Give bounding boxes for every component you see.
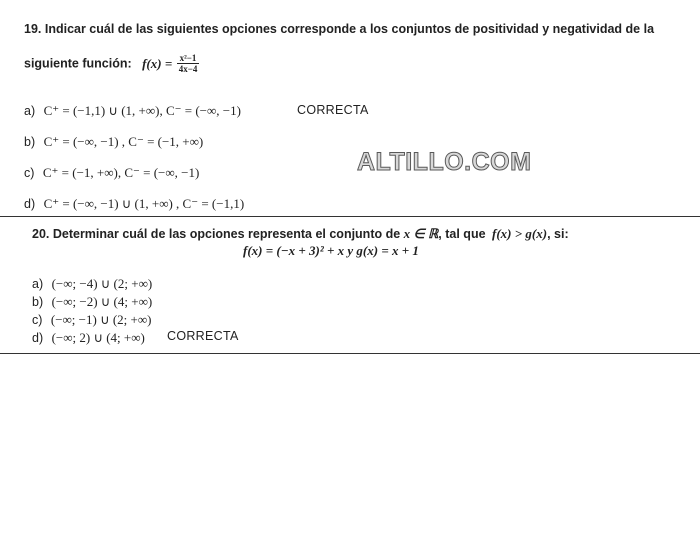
q20-intro-math: x ∈ ℝ [403,226,439,241]
q19-function-line [24,53,199,74]
q20-option-a [32,275,152,293]
q20-intro-c: , si: [547,227,569,241]
option-letter: d) [24,197,36,211]
q19-frac-denominator: 4x−4 [178,64,198,74]
q19-option-d [24,195,244,213]
q19-option-b [24,133,203,151]
option-math: (−∞; 2) ∪ (4; +∞) [51,330,145,345]
q19-func-lhs: f(x) = [142,55,173,71]
option-math: C⁺ = (−1,1) ∪ (1, +∞), C⁻ = (−∞, −1) [43,103,241,118]
option-letter: a) [24,104,36,118]
option-letter: a) [32,277,44,291]
divider [0,353,700,354]
q20-intro-condition: f(x) > g(x) [492,226,548,241]
q19-correct-mark: CORRECTA [297,103,369,117]
divider [0,216,700,217]
q20-option-d [32,329,145,347]
q20-functions: f(x) = (−x + 3)² + x y g(x) = x + 1 [243,243,419,258]
q19-func-label: siguiente función: [24,56,132,71]
option-math: C⁺ = (−∞, −1) ∪ (1, +∞) , C⁻ = (−1,1) [43,196,245,211]
option-math: (−∞; −1) ∪ (2; +∞) [50,312,152,327]
option-letter: c) [32,313,43,327]
q20-option-b [32,293,152,311]
option-letter: d) [32,331,44,345]
q19-frac-numerator: x²−1 [177,53,200,64]
option-letter: b) [32,295,44,309]
q19-intro: 19. Indicar cuál de las siguientes opciones corresponde a los conjuntos de positividad y negatividad de la [24,22,655,36]
option-math: C⁺ = (−∞, −1) , C⁻ = (−1, +∞) [43,134,204,149]
q20-correct-mark: CORRECTA [167,329,239,343]
q20-option-c [32,311,151,329]
q19-option-c [24,164,199,182]
option-letter: c) [24,166,35,180]
option-math: C⁺ = (−1, +∞), C⁻ = (−∞, −1) [42,165,200,180]
q20-intro-b: , tal que [438,227,486,241]
option-letter: b) [24,135,36,149]
q19-fraction [177,53,200,74]
q20-intro-a: 20. Determinar cuál de las opciones representa el conjunto de [32,227,401,241]
option-math: (−∞; −2) ∪ (4; +∞) [51,294,153,309]
option-math: (−∞; −4) ∪ (2; +∞) [51,276,153,291]
watermark-logo: ALTILLO.COM [357,148,532,176]
q20-intro [32,226,569,242]
q19-option-a [24,102,241,120]
